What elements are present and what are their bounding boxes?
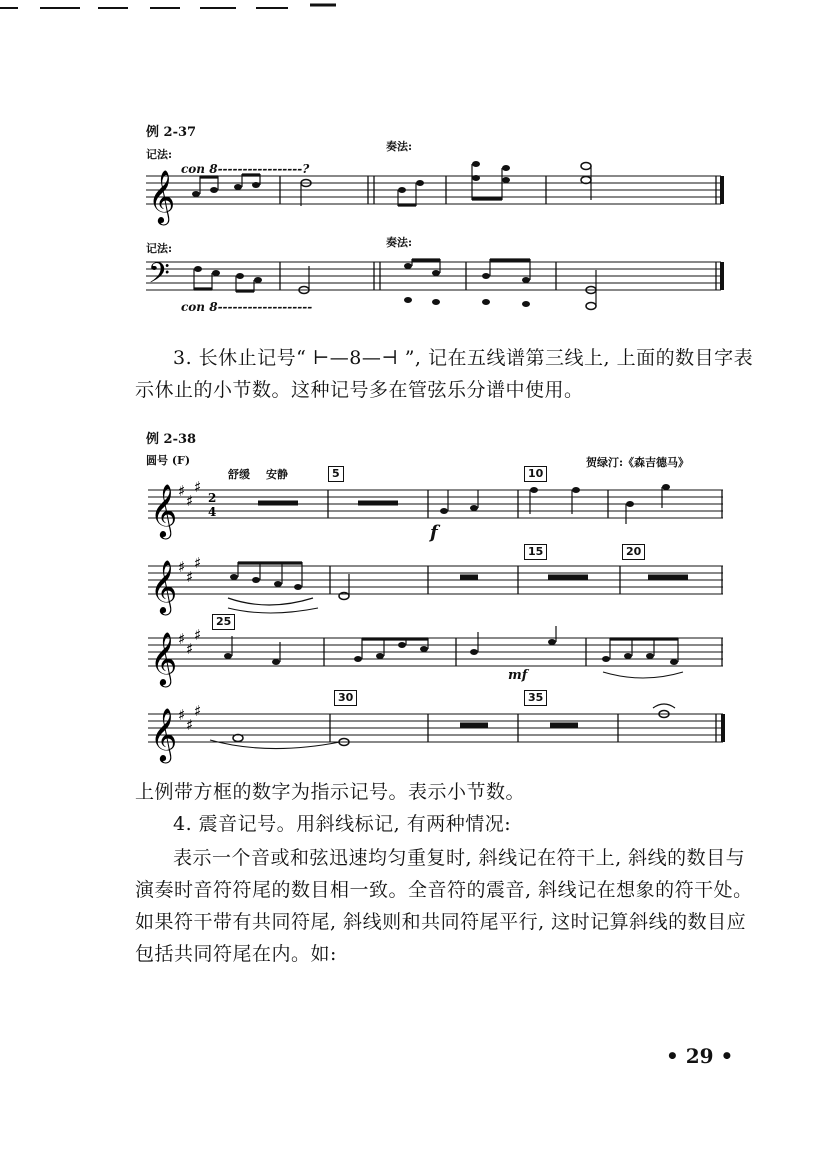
source-attribution: 贺绿汀:《森吉德马》 bbox=[586, 456, 690, 469]
tempo-marking-1: 舒缓 bbox=[228, 468, 250, 481]
svg-text:♯: ♯ bbox=[178, 630, 186, 648]
dynamic-forte: f bbox=[430, 522, 438, 543]
svg-text:♯: ♯ bbox=[194, 626, 202, 644]
octave-mark-upper: con 8-----------------? bbox=[181, 162, 310, 176]
svg-text:♯: ♯ bbox=[186, 568, 194, 586]
example-2-38-label: 例 2-38 bbox=[146, 432, 197, 447]
svg-text:♯: ♯ bbox=[194, 554, 202, 572]
example-caption: 上例带方框的数字为指示记号。表示小节数。 bbox=[135, 781, 526, 803]
paragraph-long-rest: 3. 长休止记号“ ⊢—8—⊣ ”, 记在五线谱第三线上, 上面的数目字表示休止的小节数。这种记号多在管弦乐分谱中使用。 bbox=[135, 347, 754, 401]
example-2-37-label: 例 2-37 bbox=[146, 125, 197, 140]
treble-clef-icon: 𝄞 bbox=[150, 631, 178, 685]
played-label-upper: 奏法: bbox=[386, 140, 413, 153]
rehearsal-mark-30: 30 bbox=[334, 690, 357, 706]
svg-text:4: 4 bbox=[208, 505, 217, 519]
top-edge-marks bbox=[0, 0, 827, 14]
treble-clef-icon: 𝄞 bbox=[150, 707, 178, 761]
staff-example-2-38-line3 bbox=[148, 626, 728, 692]
svg-text:♯: ♯ bbox=[178, 482, 186, 500]
bass-clef-icon: 𝄢 bbox=[148, 257, 170, 297]
tempo-marking-2: 安静 bbox=[266, 468, 288, 481]
svg-text:♯: ♯ bbox=[178, 558, 186, 576]
paragraph-tremolo-title: 4. 震音记号。用斜线标记, 有两种情况: bbox=[173, 813, 512, 835]
octave-mark-lower: con 8------------------- bbox=[181, 300, 313, 314]
treble-clef-icon: 𝄞 bbox=[150, 483, 178, 537]
svg-text:♯: ♯ bbox=[178, 706, 186, 724]
staff-example-2-38-line1 bbox=[148, 478, 728, 544]
staff-example-2-37-treble bbox=[146, 170, 726, 230]
rehearsal-mark-25: 25 bbox=[212, 614, 235, 630]
played-label-lower: 奏法: bbox=[386, 236, 413, 249]
treble-clef-icon: 𝄞 bbox=[148, 169, 176, 223]
staff-example-2-38-line4 bbox=[148, 702, 728, 768]
rehearsal-mark-20: 20 bbox=[622, 544, 645, 560]
written-label-lower: 记法: bbox=[146, 242, 173, 255]
treble-clef-icon: 𝄞 bbox=[150, 559, 178, 613]
svg-text:♯: ♯ bbox=[186, 716, 194, 734]
staff-example-2-38-line2 bbox=[148, 554, 728, 620]
svg-text:♯: ♯ bbox=[186, 492, 194, 510]
rehearsal-mark-10: 10 bbox=[524, 466, 547, 482]
rehearsal-mark-35: 35 bbox=[524, 690, 547, 706]
page-number: • 29 • bbox=[666, 1044, 734, 1068]
svg-text:2: 2 bbox=[208, 491, 217, 505]
rehearsal-mark-15: 15 bbox=[524, 544, 547, 560]
rehearsal-mark-5: 5 bbox=[328, 466, 344, 482]
paragraph-tremolo-body: 表示一个音或和弦迅速均匀重复时, 斜线记在符干上, 斜线的数目与演奏时音符符尾的数目相一致。全音符的震音, 斜线记在想象的符干处。如果符干带有共同符尾, 斜线则和共同符尾平行, 这时记算斜线的数目应包括共同符尾在内。如: bbox=[135, 847, 753, 965]
svg-text:♯: ♯ bbox=[194, 702, 202, 720]
instrument-label: 圆号 (F) bbox=[146, 454, 191, 467]
written-label-upper: 记法: bbox=[146, 148, 173, 161]
svg-text:♯: ♯ bbox=[194, 478, 202, 496]
dynamic-mezzo-forte: mf bbox=[508, 668, 528, 683]
svg-text:♯: ♯ bbox=[186, 640, 194, 658]
